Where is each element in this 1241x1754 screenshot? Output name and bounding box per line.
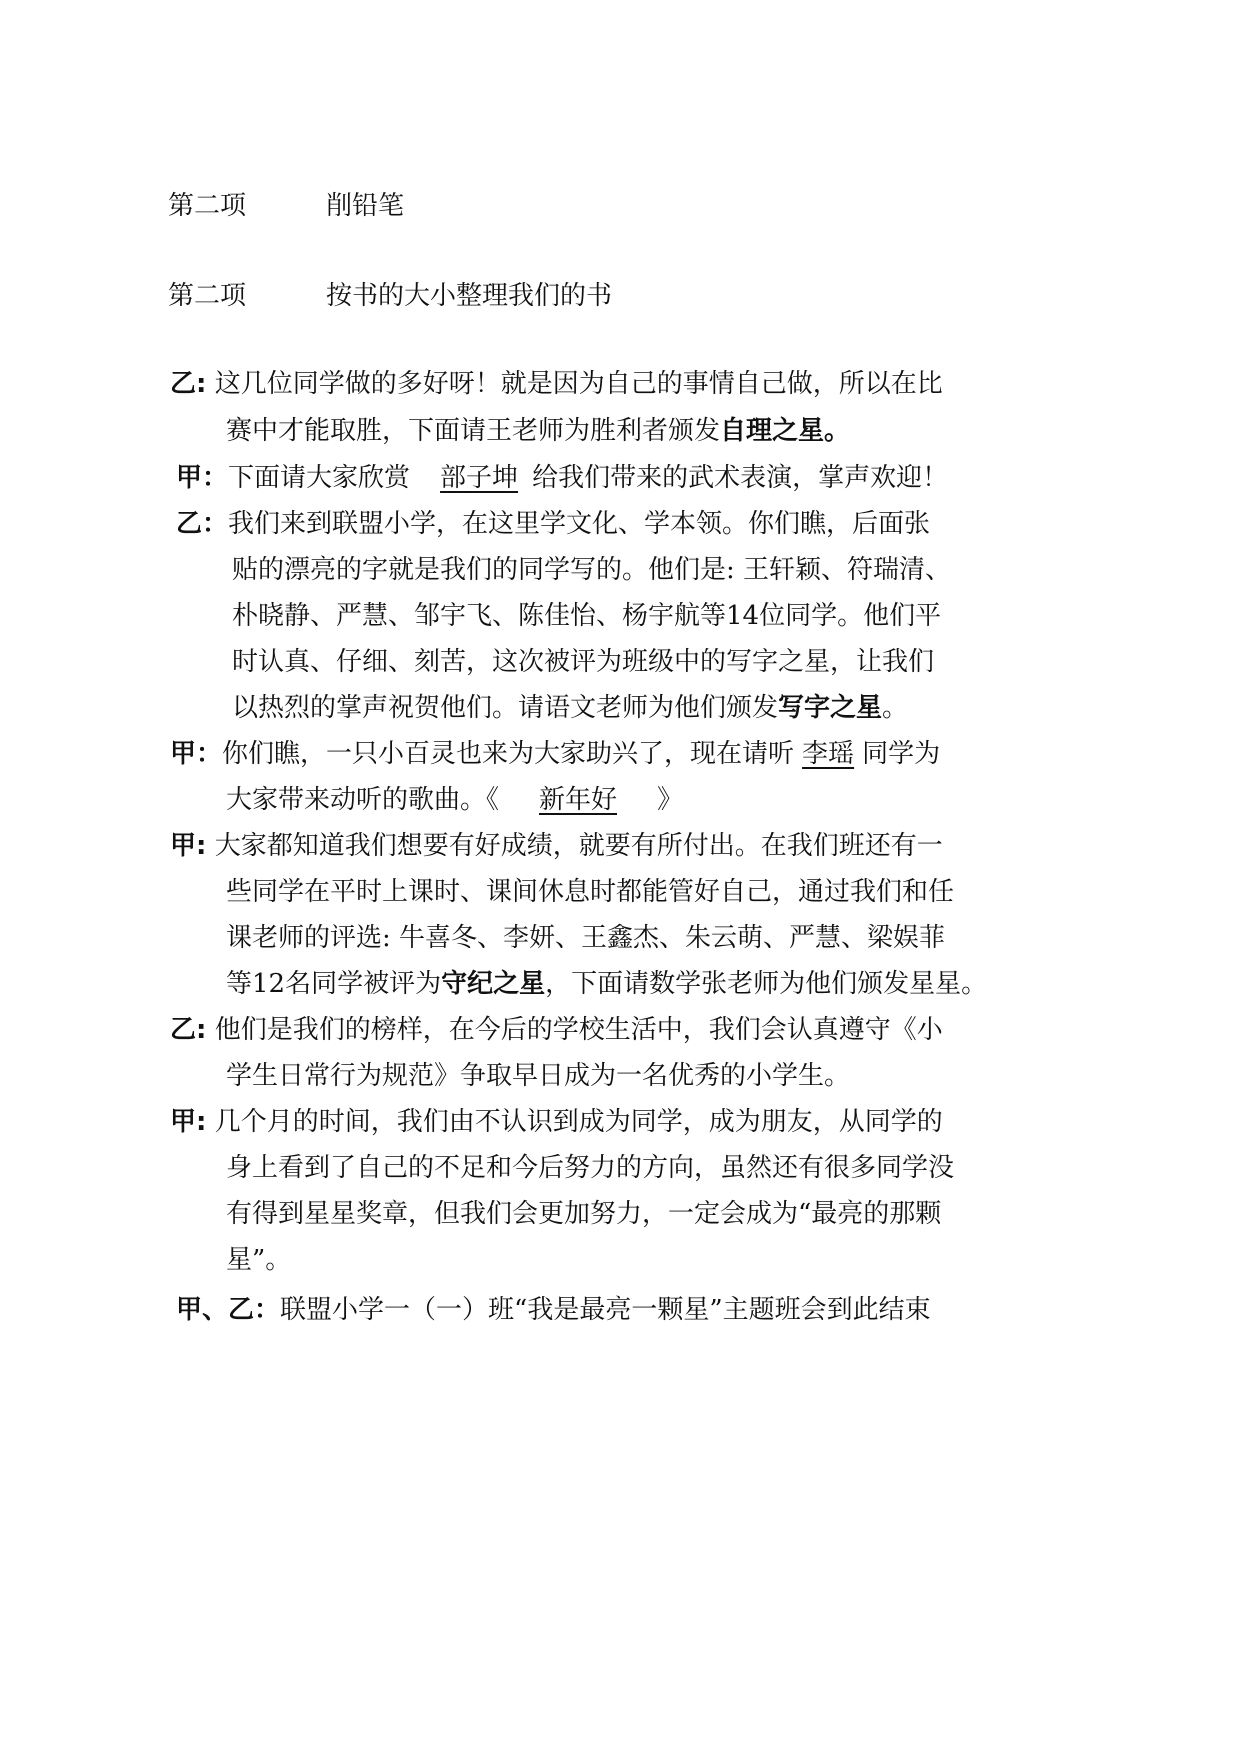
dialogue-text: 你们瞧，一只小百灵也来为大家助兴了，现在请听 [222,739,795,769]
dialogue-line [226,1151,954,1185]
section-title: 按书的大小整理我们的书 [326,281,613,311]
section-heading-2 [168,279,246,313]
award-name: 写字之星 [778,693,883,723]
dialogue-line [170,1105,943,1139]
speaker-separator: : [196,831,207,861]
dialogue-text: 以热烈的掌声祝贺他们。请语文老师为他们颁发 [232,693,779,723]
dialogue-line [226,1059,850,1093]
dialogue-line [226,921,945,955]
dialogue-line [232,645,934,679]
section-title-1 [326,189,404,223]
dialogue-text: 贴的漂亮的字就是我们的同学写的。他们是: 王轩颖、符瑞清、 [232,555,952,585]
speaker-label: 乙 [170,369,197,399]
dialogue-line [170,367,943,401]
dialogue-line [226,783,683,817]
section-heading-1 [168,189,246,223]
dialogue-text: 朴晓静、严慧、邹宇飞、陈佳怡、杨宇航等14位同学。他们平 [232,601,942,631]
fill-in-blank [794,737,862,771]
dialogue-text: 有得到星星奖章，但我们会更加努力，一定会成为“最亮的那颗 [226,1199,942,1229]
dialogue-text: 下面请大家欣赏 [228,463,411,493]
blank-value: 李瑶 [802,739,855,769]
dialogue-text: 他们是我们的榜样，在今后的学校生活中，我们会认真遵守《小 [214,1015,943,1045]
dialogue-text: 同学为 [862,739,941,769]
section-label: 第二项 [168,281,247,311]
speaker-separator: ： [254,1295,281,1325]
dialogue-line [226,1197,941,1231]
dialogue-line [170,1013,943,1047]
dialogue-text: 我们来到联盟小学，在这里学文化、学本领。你们瞧，后面张 [228,509,931,539]
speaker-label: 甲 [170,831,197,861]
dialogue-line [226,875,954,909]
dialogue-line [226,1243,291,1277]
dialogue-text: 等12名同学被评为 [226,969,442,999]
dialogue-text: 联盟小学一（一）班“我是最亮一颗星”主题班会到此结束 [280,1295,931,1325]
speaker-label: 甲 [170,1107,197,1137]
blank-value: 新年好 [539,785,618,815]
award-name: 自理之星。 [720,416,851,446]
dialogue-text: ，下面请数学张老师为他们颁发星星。 [545,969,988,999]
dialogue-text: 。 [882,693,909,723]
dialogue-line [176,507,930,541]
section-title-2 [326,279,612,313]
fill-in-blank [410,461,532,495]
dialogue-text: 大家带来动听的歌曲。《 [226,785,500,815]
dialogue-line [232,691,908,725]
dialogue-text: 课老师的评选: 牛喜冬、李妍、王鑫杰、朱云萌、严慧、梁娱菲 [226,923,946,953]
dialogue-text: 学生日常行为规范》争取早日成为一名优秀的小学生。 [226,1061,851,1091]
speaker-label: 甲 [170,739,197,769]
dialogue-text: 给我们带来的武术表演，掌声欢迎！ [532,463,949,493]
dialogue-text: 这几位同学做的多好呀！就是因为自己的事情自己做，所以在比 [214,369,943,399]
section-title: 削铅笔 [326,191,405,221]
blank-value: 部子坤 [440,463,519,493]
dialogue-text: 大家都知道我们想要有好成绩，就要有所付出。在我们班还有一 [214,831,943,861]
dialogue-line [170,737,940,771]
dialogue-text: 》 [657,785,684,815]
speaker-separator: : [196,369,207,399]
dialogue-line [176,1293,931,1327]
dialogue-line [232,599,941,633]
speaker-separator: ： [196,739,223,769]
fill-in-blank [499,783,657,817]
award-name: 守纪之星 [441,969,546,999]
dialogue-text: 几个月的时间，我们由不认识到成为同学，成为朋友，从同学的 [214,1107,943,1137]
speaker-label: 甲、乙 [176,1295,255,1325]
section-label: 第二项 [168,191,247,221]
speaker-separator: : [196,1107,207,1137]
dialogue-text: 身上看到了自己的不足和今后努力的方向，虽然还有很多同学没 [226,1153,955,1183]
speaker-separator: ： [202,463,229,493]
speaker-label: 乙 [170,1015,197,1045]
speaker-separator: : [196,1015,207,1045]
dialogue-text: 星”。 [226,1245,292,1275]
dialogue-line [176,461,948,495]
dialogue-line [170,829,943,863]
speaker-separator: ： [202,509,229,539]
dialogue-line [232,553,951,587]
speaker-label: 甲 [176,463,203,493]
dialogue-text: 赛中才能取胜，下面请王老师为胜利者颁发 [226,416,721,446]
dialogue-line [226,414,850,448]
dialogue-line [226,967,987,1001]
dialogue-text: 些同学在平时上课时、课间休息时都能管好自己，通过我们和任 [226,877,955,907]
speaker-label: 乙 [176,509,203,539]
dialogue-text: 时认真、仔细、刻苦，这次被评为班级中的写字之星，让我们 [232,647,935,677]
